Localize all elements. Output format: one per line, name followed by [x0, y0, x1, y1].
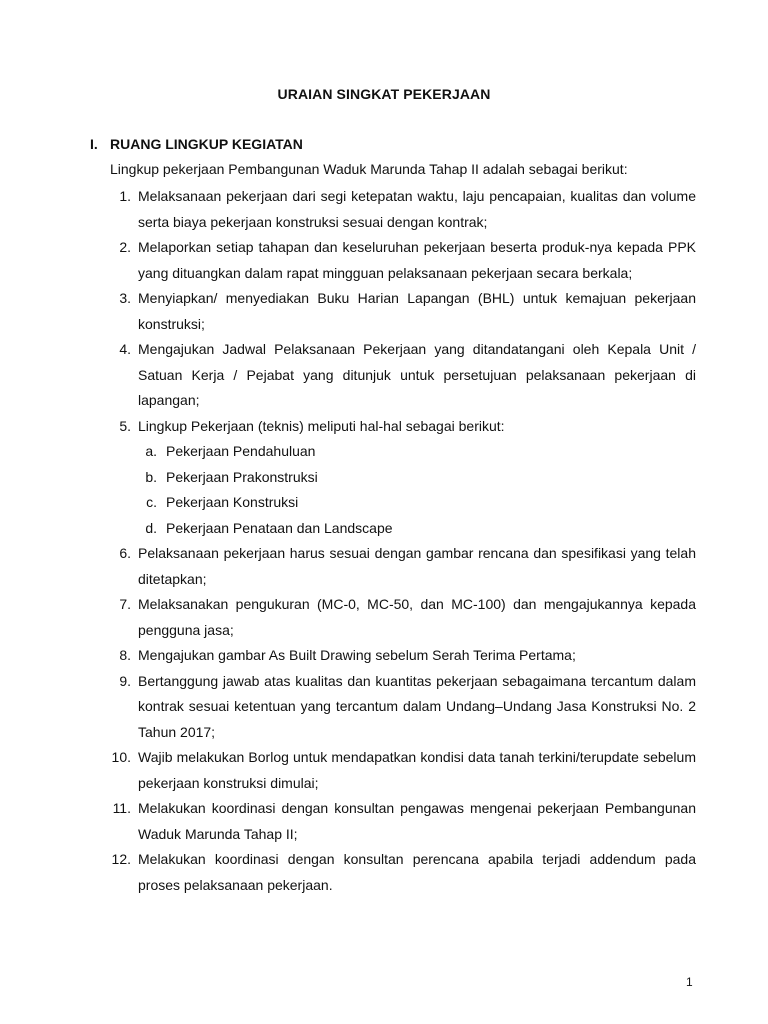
list-item-number: 3. [119, 290, 131, 306]
list-item [108, 286, 696, 337]
list-item-number: 8. [119, 647, 131, 663]
list-item-number: 6. [119, 545, 131, 561]
list-item [108, 745, 696, 796]
list-item-text: Melaporkan setiap tahapan dan keseluruhan pekerjaan beserta produk-nya kepada PPK yang dituangkan dalam rapat mingguan pelaksanaan pekerjaan secara berkala; [138, 239, 696, 281]
list-item-text: Pelaksanaan pekerjaan harus sesuai dengan gambar rencana dan spesifikasi yang telah ditetapkan; [138, 545, 696, 587]
list-item-number: 4. [119, 341, 131, 357]
sub-list-item-letter: b. [145, 468, 157, 485]
list-item-text: Melakukan koordinasi dengan konsultan pengawas mengenai pekerjaan Pembangunan Waduk Marunda Tahap II; [138, 800, 696, 842]
list-item-number: 2. [119, 239, 131, 255]
page-number: 1 [686, 975, 693, 989]
list-item-number: 10. [111, 749, 131, 765]
list-item-text: Bertanggung jawab atas kualitas dan kuantitas pekerjaan sebagaimana tercantum dalam kontrak sesuai ketentuan yang tercantum dalam Undang–Undang Jasa Konstruksi No. 2 Tahun 2017; [138, 672, 696, 740]
sub-list-item-text: Pekerjaan Konstruksi [166, 494, 299, 510]
list-item-number: 7. [119, 596, 131, 612]
list-item-text: Melakukan koordinasi dengan konsultan perencana apabila terjadi addendum pada proses pelaksanaan pekerjaan. [138, 851, 696, 893]
list-item-text: Wajib melakukan Borlog untuk mendapatkan kondisi data tanah terkini/terupdate sebelum pekerjaan konstruksi dimulai; [138, 749, 696, 791]
section-title: RUANG LINGKUP KEGIATAN [110, 136, 303, 152]
list-item [108, 541, 696, 592]
list-item-number: 11. [112, 800, 131, 816]
list-item-text: Melaksanakan pengukuran (MC-0, MC-50, dan MC-100) dan mengajukannya kepada pengguna jasa; [138, 596, 696, 638]
list-item [108, 847, 696, 898]
sub-list-item-letter: a. [145, 443, 157, 459]
list-item-text: Mengajukan gambar As Built Drawing sebelum Serah Terima Pertama; [138, 647, 576, 663]
list-item-number: 9. [119, 672, 131, 689]
sub-list-item [108, 516, 696, 542]
list-item [108, 592, 696, 643]
list-item-text: Lingkup Pekerjaan (teknis) meliputi hal-hal sebagai berikut: [138, 417, 505, 434]
sub-list-item-text: Pekerjaan Pendahuluan [166, 443, 316, 459]
list-item-text: Melaksanaan pekerjaan dari segi ketepatan waktu, laju pencapaian, kualitas dan volume serta biaya pekerjaan konstruksi sesuai dengan kontrak; [138, 188, 696, 230]
list-item [108, 414, 696, 440]
sub-list-item-text: Pekerjaan Prakonstruksi [166, 468, 318, 485]
list-item [108, 796, 696, 847]
list-item [108, 337, 696, 414]
list-item-text: Mengajukan Jadwal Pelaksanaan Pekerjaan yang ditandatangani oleh Kepala Unit / Satuan Kerja / Pejabat yang ditunjuk untuk persetujuan pelaksanaan pekerjaan di lapangan; [138, 341, 696, 408]
sub-list-item [108, 439, 696, 465]
list-item-text: Menyiapkan/ menyediakan Buku Harian Lapangan (BHL) untuk kemajuan pekerjaan konstruksi; [138, 290, 696, 332]
lettered-sub-list [108, 439, 696, 541]
sub-list-item [108, 490, 696, 516]
section-intro: Lingkup pekerjaan Pembangunan Waduk Marunda Tahap II adalah sebagai berikut: [110, 161, 628, 177]
list-item [108, 669, 696, 746]
sub-list-item [108, 465, 696, 491]
list-item-number: 12. [111, 851, 131, 867]
page-title: URAIAN SINGKAT PEKERJAAN [277, 86, 491, 102]
list-item [108, 184, 696, 235]
sub-list-container [108, 439, 696, 541]
sub-list-item-text: Pekerjaan Penataan dan Landscape [166, 519, 393, 536]
list-item-number: 5. [119, 417, 131, 434]
sub-list-item-letter: d. [145, 519, 157, 536]
list-item [108, 235, 696, 286]
section-number: I. [90, 136, 98, 152]
list-item-number: 1. [119, 188, 131, 204]
sub-list-item-letter: c. [146, 494, 157, 510]
numbered-list [108, 184, 696, 898]
list-item [108, 643, 696, 669]
section-heading [90, 136, 303, 152]
